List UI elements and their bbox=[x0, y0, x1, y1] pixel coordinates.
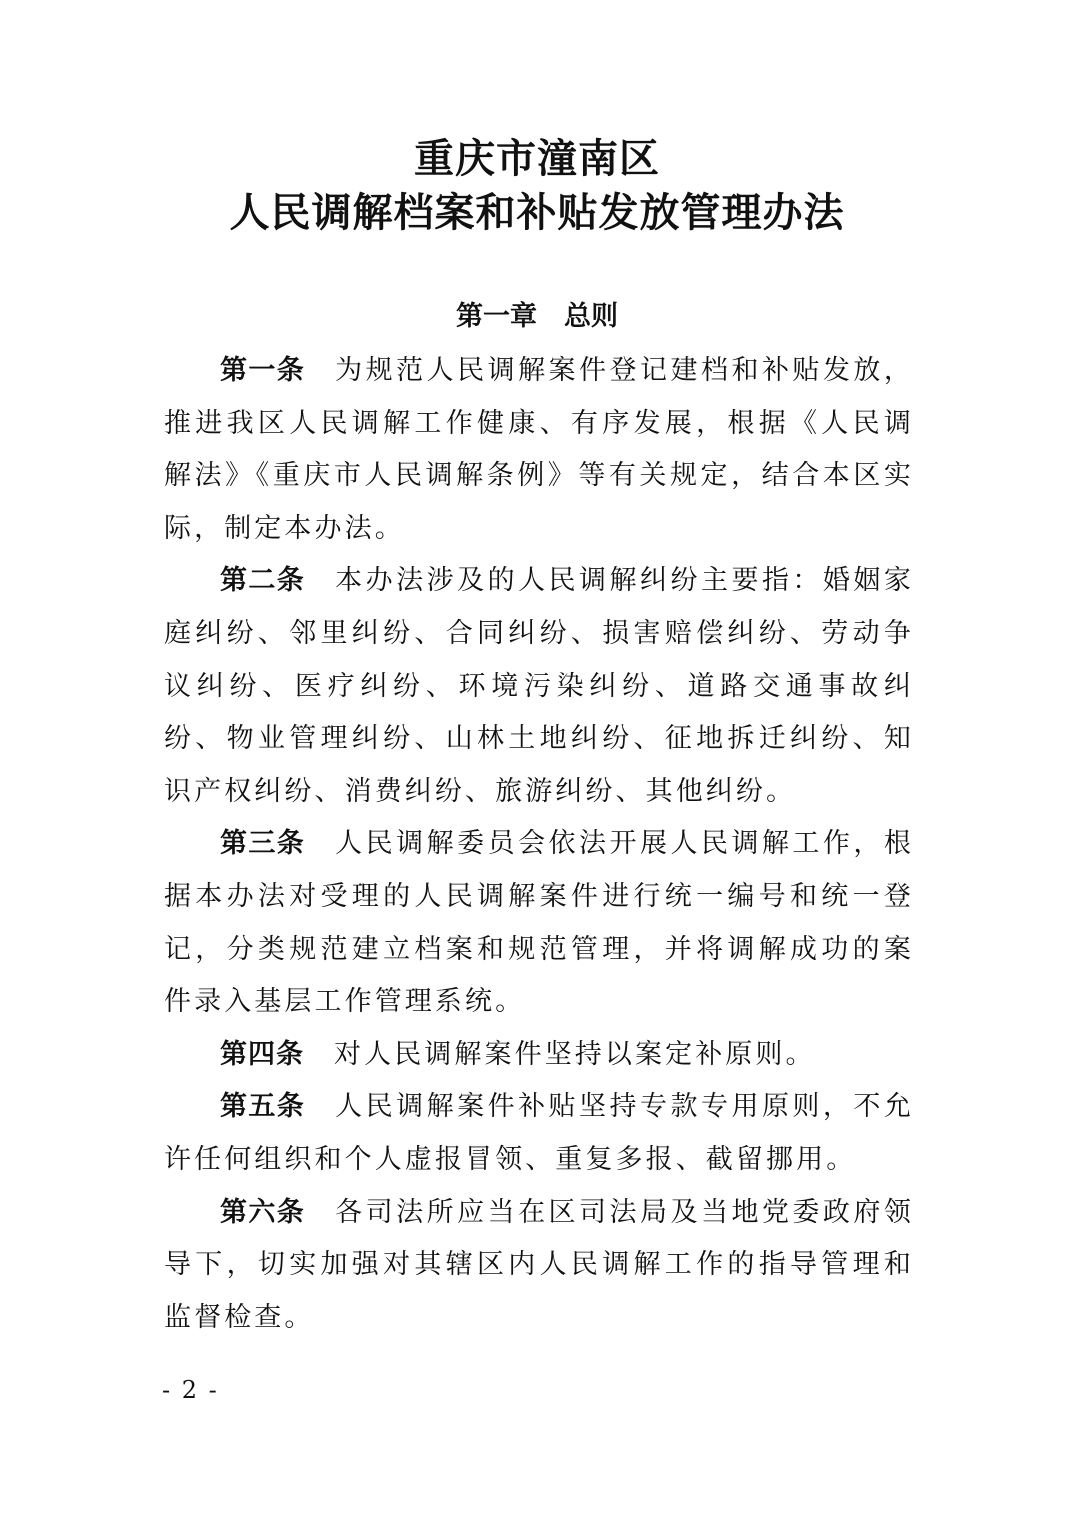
article-text: 各司法所应当在区司法局及当地党委政府领导下，切实加强对其辖区内人民调解工作的指导管理和监督检查。 bbox=[164, 1196, 914, 1333]
document-title-line-1: 重庆市潼南区 bbox=[414, 136, 660, 182]
article-paragraph bbox=[164, 818, 914, 1028]
article-text: 人民调解案件补贴坚持专款专用原则，不允许任何组织和个人虚报冒领、重复多报、截留挪用。 bbox=[164, 1091, 914, 1175]
article-text: 本办法涉及的人民调解纠纷主要指：婚姻家庭纠纷、邻里纠纷、合同纠纷、损害赔偿纠纷、劳动争议纠纷、医疗纠纷、环境污染纠纷、道路交通事故纠纷、物业管理纠纷、山林土地纠纷、征地拆迁纠纷、知识产权纠纷、消费纠纷、旅游纠纷、其他纠纷。 bbox=[164, 565, 914, 807]
article-label: 第六条 bbox=[220, 1196, 306, 1228]
chapter-heading: 第一章 总则 bbox=[456, 301, 618, 332]
article-text: 为规范人民调解案件登记建档和补贴发放，推进我区人民调解工作健康、有序发展，根据《人民调解法》《重庆市人民调解条例》等有关规定，结合本区实际，制定本办法。 bbox=[164, 355, 914, 544]
article-label: 第五条 bbox=[220, 1091, 306, 1123]
article-paragraph bbox=[164, 1187, 914, 1345]
article-label: 第一条 bbox=[220, 355, 306, 386]
article-label: 第三条 bbox=[220, 828, 306, 860]
document-title-line-2: 人民调解档案和补贴发放管理办法 bbox=[229, 190, 845, 236]
article-paragraph bbox=[164, 345, 914, 555]
document-body bbox=[164, 345, 914, 1344]
article-paragraph bbox=[164, 555, 914, 818]
article-paragraph bbox=[164, 1029, 914, 1082]
article-paragraph bbox=[164, 1081, 914, 1186]
article-label: 第二条 bbox=[220, 565, 306, 597]
article-text: 人民调解委员会依法开展人民调解工作，根据本办法对受理的人民调解案件进行统一编号和统一登记，分类规范建立档案和规范管理，并将调解成功的案件录入基层工作管理系统。 bbox=[164, 828, 914, 1018]
article-label: 第四条 bbox=[220, 1038, 304, 1070]
article-text: 对人民调解案件坚持以案定补原则。 bbox=[334, 1038, 816, 1070]
page-number: - 2 - bbox=[162, 1376, 219, 1404]
